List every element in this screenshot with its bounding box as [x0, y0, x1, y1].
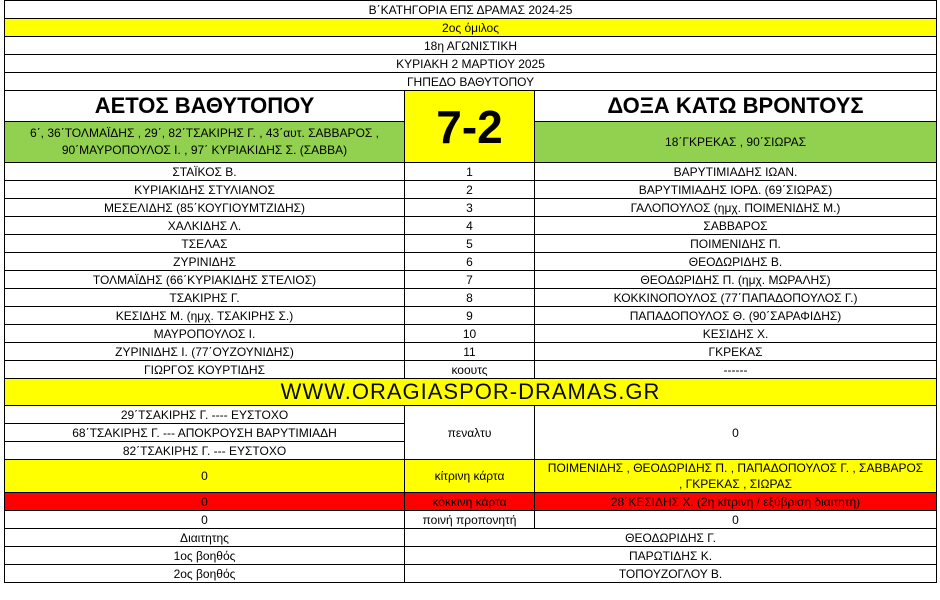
away-player: ΓΑΛΟΠΟΥΛΟΣ (ημχ. ΠΟΙΜΕΝΙΔΗΣ Μ.)	[535, 199, 937, 217]
shirt-number: 8	[405, 289, 535, 307]
lineup-row	[5, 253, 937, 271]
home-penalty-line: 68΄ΤΣΑΚΙΡΗΣ Γ. --- ΑΠΟΚΡΟΥΣΗ ΒΑΡΥΤΙΜΙΑΔΗ	[5, 424, 405, 442]
away-coach: ------	[535, 361, 937, 379]
official-row	[5, 565, 937, 583]
venue-label: ΓΗΠΕΔΟ ΒΑΘΥΤΟΠΟΥ	[5, 73, 937, 91]
away-player: ΠΑΠΑΔΟΠΟΥΛΟΣ Θ. (90΄ΣΑΡΑΦΙΔΗΣ)	[535, 307, 937, 325]
away-red-cards: 28΄ΚΕΣΙΔΗΣ Χ. (2η κίτρινη / εξύβριση διαιτητή)	[535, 493, 937, 511]
shirt-number: 11	[405, 343, 535, 361]
official-name: ΠΑΡΩΤΙΔΗΣ Κ.	[405, 547, 937, 565]
away-scorers: 18΄ΓΚΡΕΚΑΣ , 90΄ΣΙΩΡΑΣ	[535, 122, 937, 163]
home-yellow-cards: 0	[5, 460, 405, 493]
group-label: 2ος όμιλος	[5, 19, 937, 37]
away-coach-penalty: 0	[535, 511, 937, 529]
home-player: ΚΕΣΙΔΗΣ Μ. (ημχ. ΤΣΑΚΙΡΗΣ Σ.)	[5, 307, 405, 325]
lineup-row	[5, 289, 937, 307]
home-red-cards: 0	[5, 493, 405, 511]
home-player: ΧΑΛΚΙΔΗΣ Λ.	[5, 217, 405, 235]
home-player: ΖΥΡΙΝΙΔΗΣ	[5, 253, 405, 271]
official-name: ΘΕΟΔΩΡΙΔΗΣ Γ.	[405, 529, 937, 547]
lineup-row	[5, 235, 937, 253]
shirt-number: 6	[405, 253, 535, 271]
away-team-name: ΔΟΞΑ ΚΑΤΩ ΒΡΟΝΤΟΥΣ	[535, 91, 937, 122]
official-role: Διαιτητης	[5, 529, 405, 547]
away-player: ΒΑΡΥΤΙΜΙΑΔΗΣ ΙΩΑΝ.	[535, 163, 937, 181]
shirt-number: 1	[405, 163, 535, 181]
home-team-name: ΑΕΤΟΣ ΒΑΘΥΤΟΠΟΥ	[5, 91, 405, 122]
home-player: ΜΕΣΕΛΙΔΗΣ (85΄ΚΟΥΓΙΟΥΜΤΖΙΔΗΣ)	[5, 199, 405, 217]
official-row	[5, 547, 937, 565]
coach-label: κοουτς	[405, 361, 535, 379]
away-player: ΘΕΟΔΩΡΙΔΗΣ Π. (ημχ. ΜΩΡΑΛΗΣ)	[535, 271, 937, 289]
lineup-row	[5, 343, 937, 361]
match-report-table	[4, 0, 937, 583]
away-player: ΣΑΒΒΑΡΟΣ	[535, 217, 937, 235]
final-score: 7-2	[405, 91, 535, 163]
red-card-label: κόκκινη κάρτα	[405, 493, 535, 511]
away-yellow-line: ΠΟΙΜΕΝΙΔΗΣ , ΘΕΟΔΩΡΙΔΗΣ Π. , ΠΑΠΑΔΟΠΟΥΛΟΣ Γ. , ΣΑΒΒΑΡΟΣ	[547, 461, 924, 475]
home-penalty-line: 82΄ΤΣΑΚΙΡΗΣ Γ. --- ΕΥΣΤΟΧΟ	[5, 442, 405, 460]
away-player: ΒΑΡΥΤΙΜΙΑΔΗΣ ΙΟΡΔ. (69΄ΣΙΩΡΑΣ)	[535, 181, 937, 199]
match-date: ΚΥΡΙΑΚΗ 2 ΜΑΡΤΙΟΥ 2025	[5, 55, 937, 73]
yellow-card-label: κίτρινη κάρτα	[405, 460, 535, 493]
coach-penalty-label: ποινή προπονητή	[405, 511, 535, 529]
lineup-row	[5, 325, 937, 343]
match-report-sheet	[4, 0, 936, 583]
official-role: 1ος βοηθός	[5, 547, 405, 565]
matchday-label: 18η ΑΓΩΝΙΣΤΙΚΗ	[5, 37, 937, 55]
home-player: ΚΥΡΙΑΚΙΔΗΣ ΣΤΥΛΙΑΝΟΣ	[5, 181, 405, 199]
lineup-row	[5, 181, 937, 199]
shirt-number: 9	[405, 307, 535, 325]
lineup-row	[5, 217, 937, 235]
home-player: ΣΤΑΪΚΟΣ Β.	[5, 163, 405, 181]
officials-rows	[5, 529, 937, 583]
shirt-number: 2	[405, 181, 535, 199]
home-coach-penalty: 0	[5, 511, 405, 529]
home-player: ΤΣΕΛΑΣ	[5, 235, 405, 253]
away-player: ΚΟΚΚΙΝΟΠΟΥΛΟΣ (77΄ΠΑΠΑΔΟΠΟΥΛΟΣ Γ.)	[535, 289, 937, 307]
away-yellow-cards	[535, 460, 937, 493]
lineup-row	[5, 199, 937, 217]
shirt-number: 10	[405, 325, 535, 343]
league-title: Β΄ΚΑΤΗΓΟΡΙΑ ΕΠΣ ΔΡΑΜΑΣ 2024-25	[5, 1, 937, 19]
lineup-rows	[5, 163, 937, 361]
away-player: ΘΕΟΔΩΡΙΔΗΣ Β.	[535, 253, 937, 271]
home-scorers	[5, 122, 405, 163]
away-player: ΠΟΙΜΕΝΙΔΗΣ Π.	[535, 235, 937, 253]
shirt-number: 3	[405, 199, 535, 217]
away-player: ΚΕΣΙΔΗΣ Χ.	[535, 325, 937, 343]
home-scorers-line: 6΄, 36΄ΤΟΛΜΑΪΔΗΣ , 29΄, 82΄ΤΣΑΚΙΡΗΣ Γ. , 43΄αυτ. ΣΑΒΒΑΡΟΣ ,	[30, 126, 379, 140]
home-player: ΜΑΥΡΟΠΟΥΛΟΣ Ι.	[5, 325, 405, 343]
penalty-label: πεναλτυ	[405, 406, 535, 460]
away-yellow-line: , ΓΚΡΕΚΑΣ , ΣΙΩΡΑΣ	[679, 477, 792, 491]
lineup-row	[5, 307, 937, 325]
shirt-number: 5	[405, 235, 535, 253]
home-scorers-line: 90΄ΜΑΥΡΟΠΟΥΛΟΣ Ι. , 97΄ ΚΥΡΙΑΚΙΔΗΣ Σ. (ΣΑΒΒΑ)	[61, 143, 348, 157]
official-row	[5, 529, 937, 547]
lineup-row	[5, 163, 937, 181]
lineup-row	[5, 271, 937, 289]
official-role: 2ος βοηθός	[5, 565, 405, 583]
official-name: ΤΟΠΟΥΖΟΓΛΟΥ Β.	[405, 565, 937, 583]
home-player: ΖΥΡΙΝΙΔΗΣ Ι. (77΄ΟΥΖΟΥΝΙΔΗΣ)	[5, 343, 405, 361]
away-penalties: 0	[535, 406, 937, 460]
shirt-number: 4	[405, 217, 535, 235]
home-coach: ΓΙΩΡΓΟΣ ΚΟΥΡΤΙΔΗΣ	[5, 361, 405, 379]
website-banner[interactable]: WWW.ORAGIASPOR-DRAMAS.GR	[5, 379, 937, 406]
home-player: ΤΟΛΜΑΪΔΗΣ (66΄ΚΥΡΙΑΚΙΔΗΣ ΣΤΕΛΙΟΣ)	[5, 271, 405, 289]
shirt-number: 7	[405, 271, 535, 289]
home-player: ΤΣΑΚΙΡΗΣ Γ.	[5, 289, 405, 307]
home-penalty-line: 29΄ΤΣΑΚΙΡΗΣ Γ. ---- ΕΥΣΤΟΧΟ	[5, 406, 405, 424]
away-player: ΓΚΡΕΚΑΣ	[535, 343, 937, 361]
